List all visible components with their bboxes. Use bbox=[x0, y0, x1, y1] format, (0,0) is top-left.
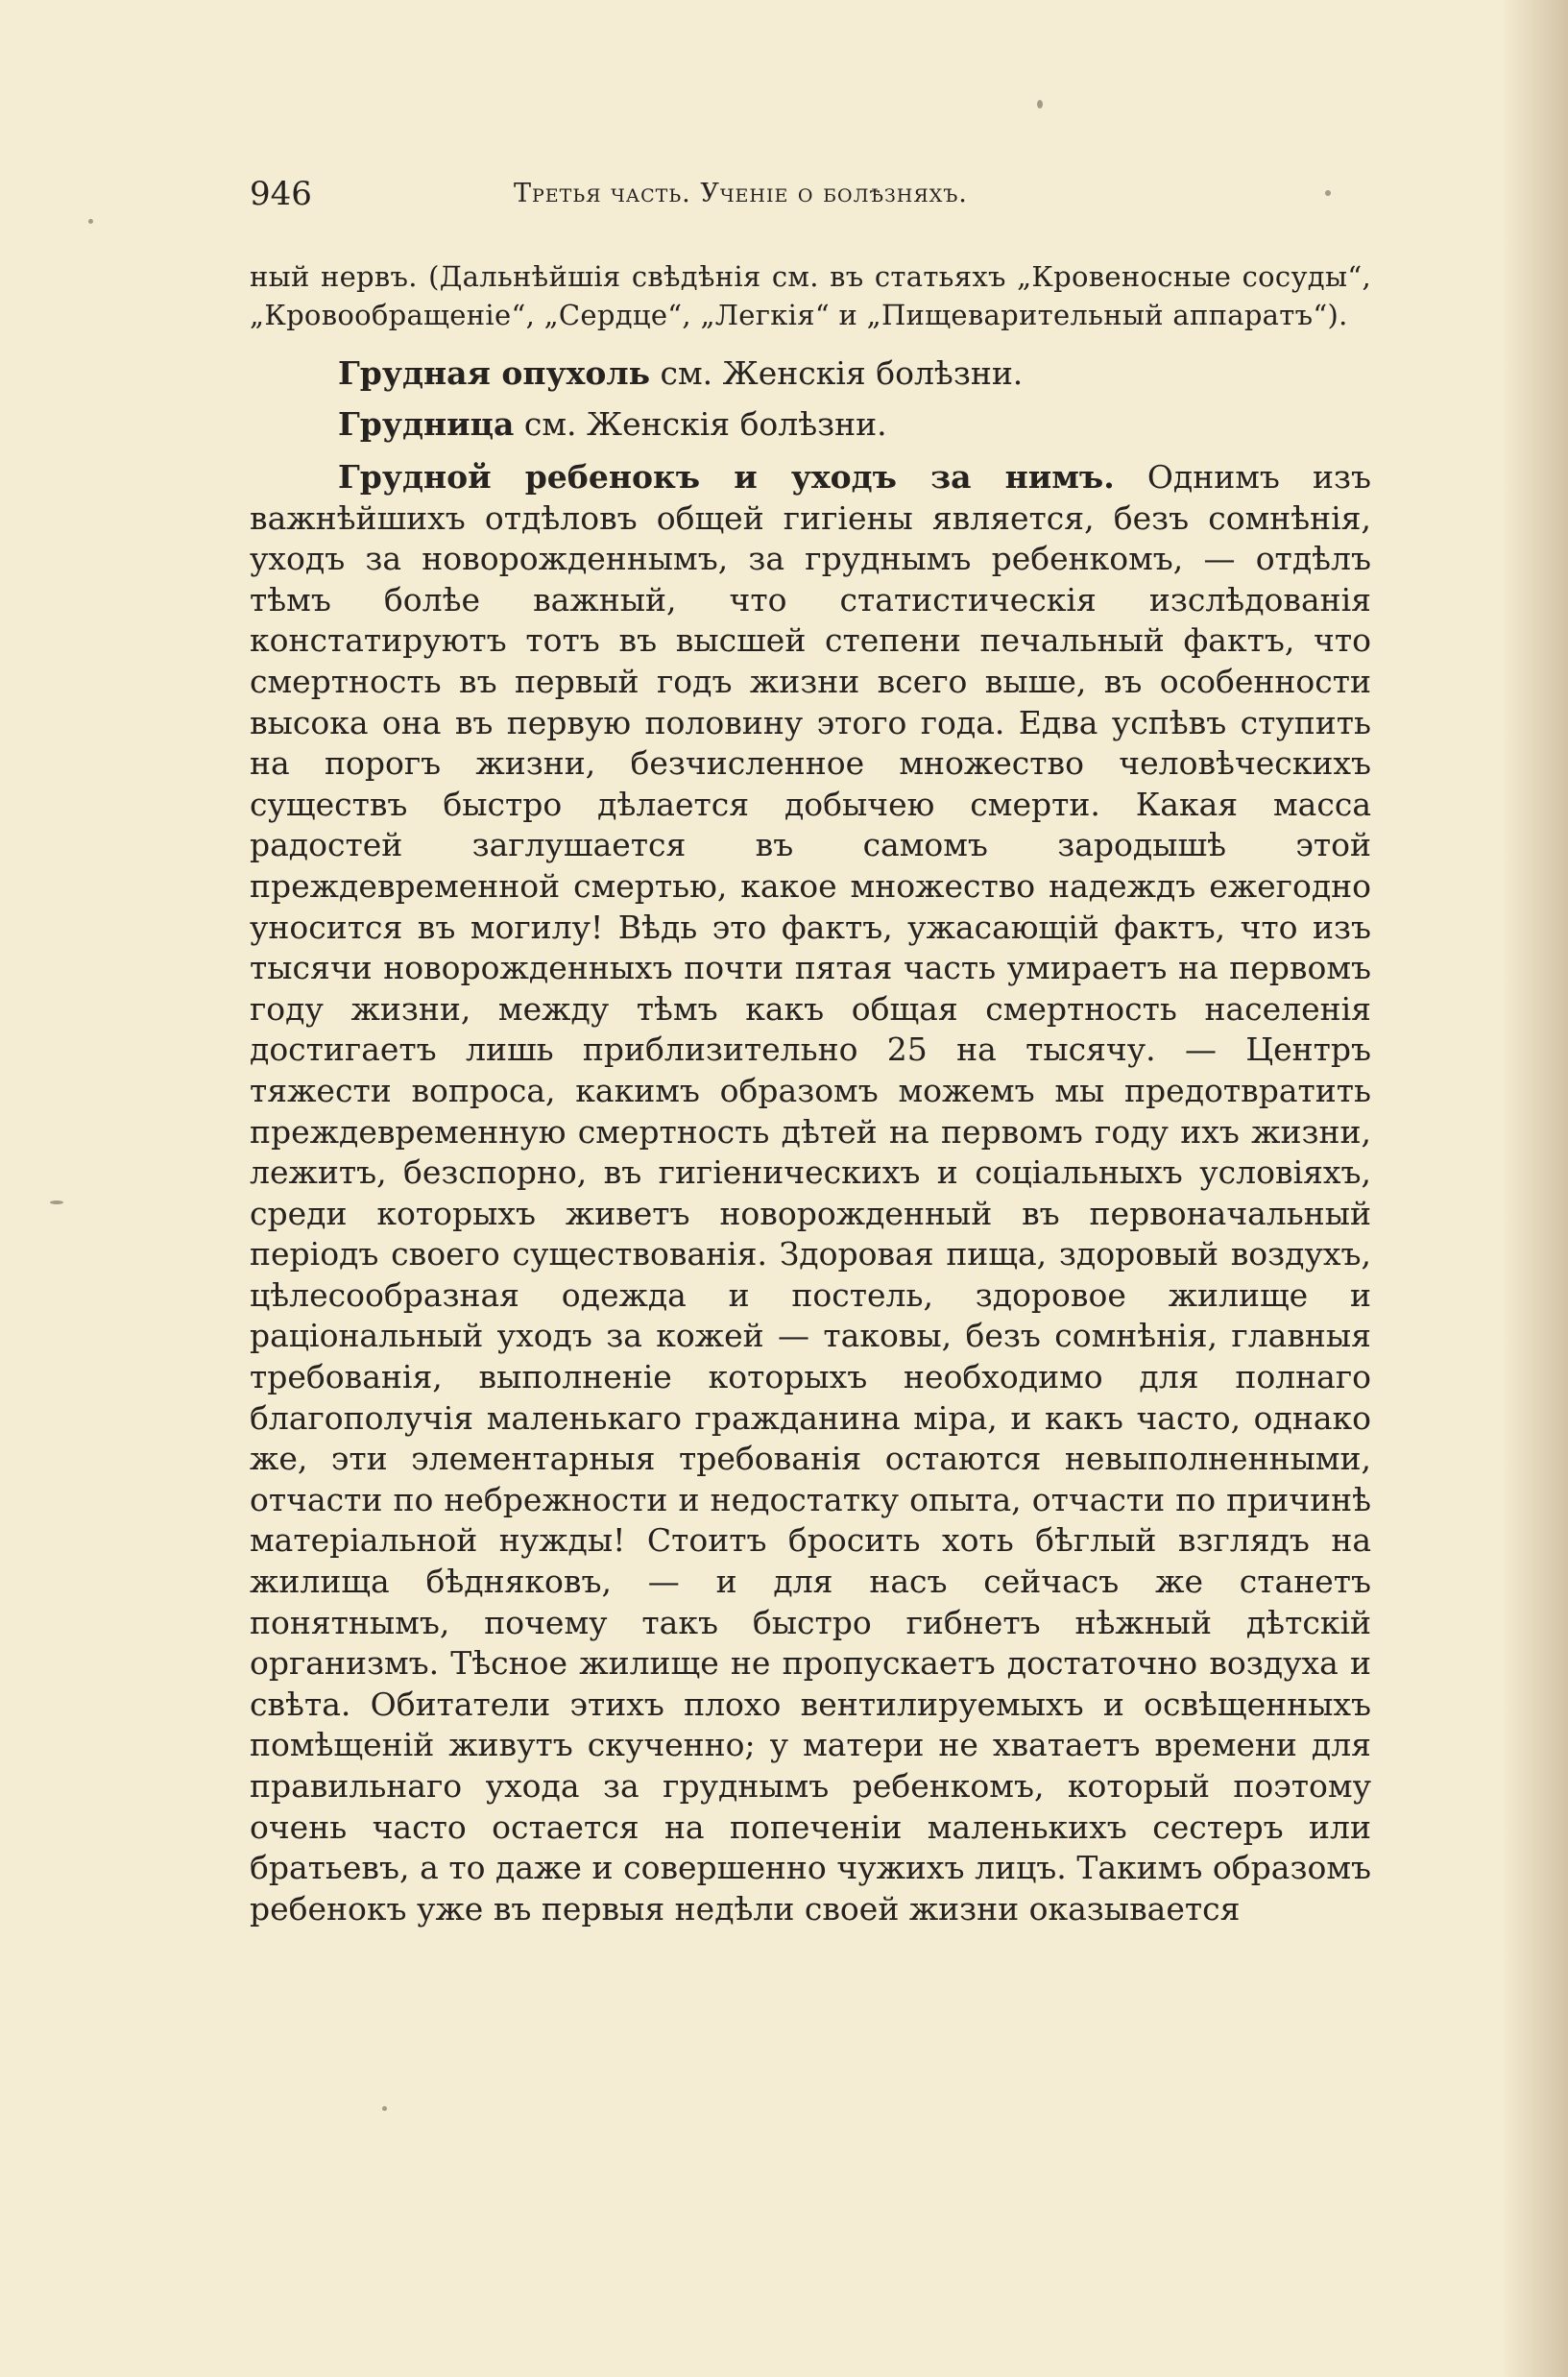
page-header bbox=[250, 173, 1383, 215]
entry-reference: см. Женскія болѣзни. bbox=[650, 354, 1024, 392]
page-body bbox=[250, 257, 1371, 1929]
page-number: 946 bbox=[250, 175, 312, 213]
paper-speck bbox=[50, 1201, 63, 1204]
paper-speck bbox=[88, 219, 93, 224]
entry-term: Грудница bbox=[338, 405, 515, 443]
entry-grudnaya-opukhol bbox=[250, 348, 1371, 399]
paper-speck bbox=[1037, 100, 1043, 109]
entry-body-text: Однимъ изъ важнѣйшихъ отдѣловъ общей гигіены является, безъ сомнѣнія, уходъ за новорожденнымъ, за груднымъ ребенкомъ, — отдѣлъ тѣмъ болѣе важный, что статистическія изслѣдованія констатируютъ тотъ въ высшей степени печальный фактъ, что смертность въ первый годъ жизни всего выше, въ особенности высока она въ первую половину этого года. Едва успѣвъ ступить на порогъ жизни, безчисленное множество человѣческихъ существъ быстро дѣлается добычею смерти. Какая масса радостей заглушается въ самомъ зародышѣ этой преждевременной смертью, какое множество надеждъ ежегодно уносится въ могилу! Вѣдь это фактъ, ужасающій фактъ, что изъ тысячи новорожденныхъ почти пятая часть умираетъ на первомъ году жизни, между тѣмъ какъ общая смертность населенія достигаетъ лишь приблизительно 25 на тысячу. — Центръ тяжести вопроса, какимъ образомъ можемъ мы предотвратить преждевременную смертность дѣтей на первомъ году ихъ жизни, лежитъ, безспорно, въ гигіеническихъ и соціальныхъ условіяхъ, среди которыхъ живетъ новорожденный въ первоначальный періодъ своего существованія. Здоровая пища, здоровый воздухъ, цѣлесообразная одежда и постель, здоровое жилище и раціональный уходъ за кожей — таковы, безъ сомнѣнія, главныя требованія, выполненіе которыхъ необходимо для полнаго благополучія маленькаго гражданина міра, и какъ часто, однако же, эти элементарныя требованія остаются невыполненными, отчасти по небрежности и недостатку опыта, отчасти по причинѣ матеріальной нужды! Стоитъ бросить хоть бѣглый взглядъ на жилища бѣдняковъ, — и для насъ сейчасъ же станетъ понятнымъ, почему такъ быстро гибнетъ нѣжный дѣтскій организмъ. Тѣсное жилище не пропускаетъ достаточно воздуха и свѣта. Обитатели этихъ плохо вентилируемыхъ и освѣщенныхъ помѣщеній живутъ скученно; у матери не хватаетъ времени для правильнаго ухода за груднымъ ребенкомъ, который поэтому очень часто остается на попеченіи маленькихъ сестеръ или братьевъ, а то даже и совершенно чужихъ лицъ. Такимъ образомъ ребенокъ уже въ первыя недѣли своей жизни оказывается bbox=[250, 458, 1371, 1928]
entry-reference: см. Женскія болѣзни. bbox=[514, 405, 887, 443]
page-edge-shadow bbox=[1501, 0, 1568, 2377]
paper-speck bbox=[382, 2106, 387, 2111]
paper-speck bbox=[1325, 190, 1331, 196]
running-head: Третья часть. Ученіе о болѣзняхъ. bbox=[514, 179, 968, 208]
entry-term: Грудной ребенокъ и уходъ за нимъ. bbox=[338, 458, 1115, 496]
entry-term: Грудная опухоль bbox=[338, 354, 651, 392]
continuation-paragraph: ный нервъ. (Дальнѣйшія свѣдѣнія см. въ статьяхъ „Кровеносные сосуды“, „Кровообращеніе“, „Сердце“, „Легкія“ и „Пищеварительный аппаратъ“). bbox=[250, 260, 1371, 331]
entry-grudnoy-rebenok bbox=[250, 457, 1371, 1929]
entry-grudnitsa bbox=[250, 399, 1371, 449]
